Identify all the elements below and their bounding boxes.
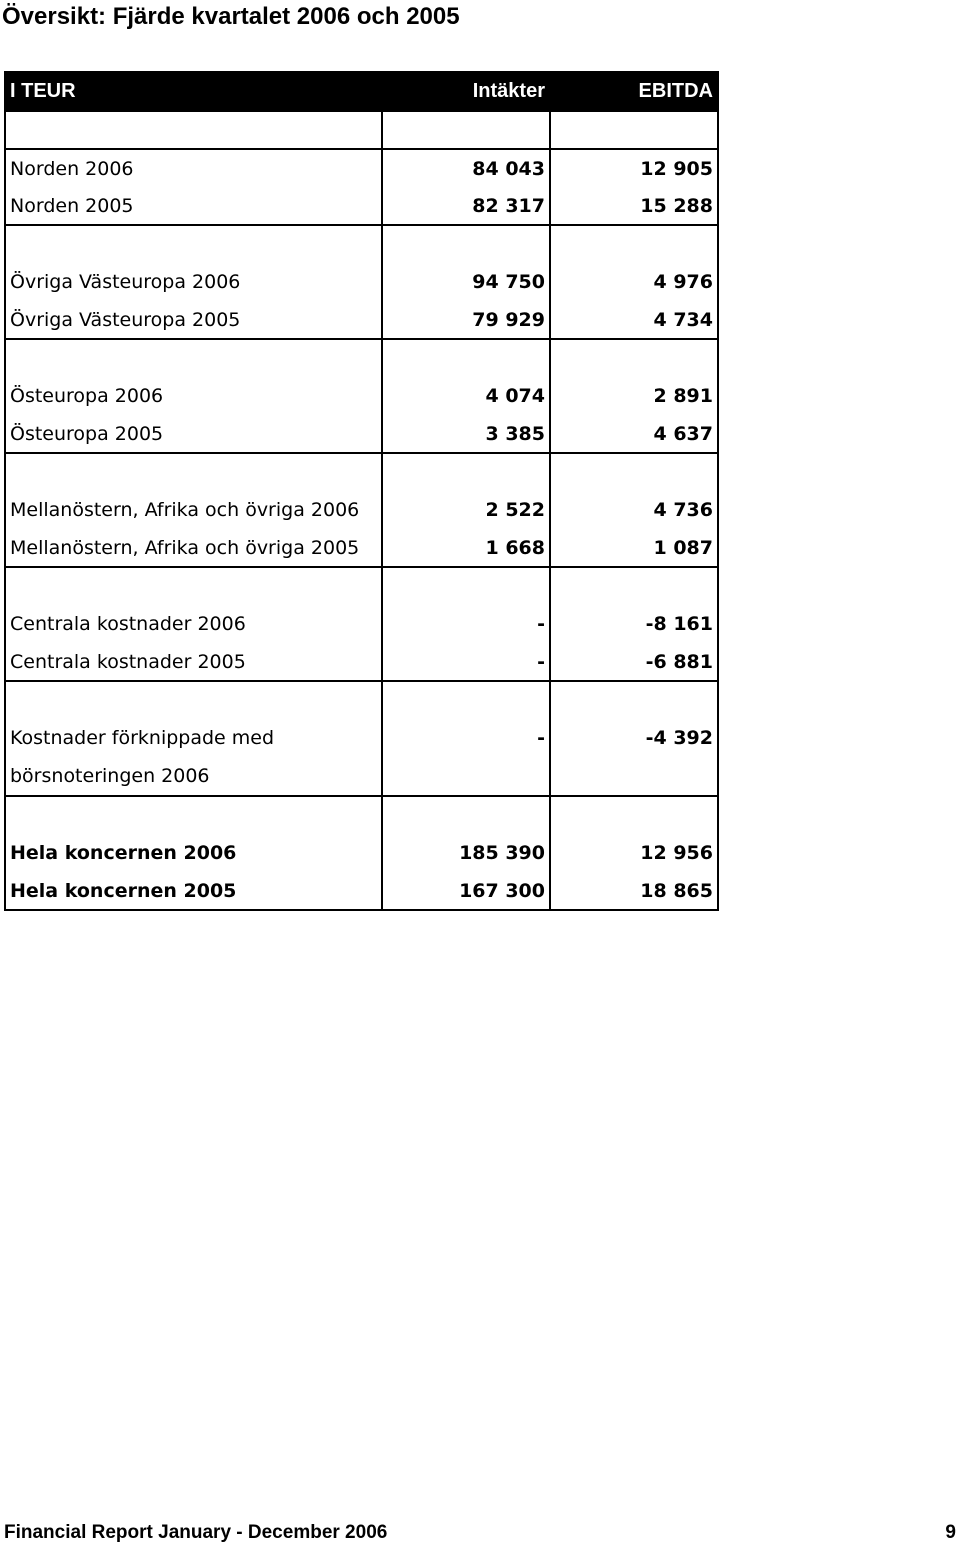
spacer-row (5, 681, 718, 719)
table-row (5, 643, 718, 681)
table-row-total (5, 834, 718, 872)
row-label: Centrala kostnader 2005 (5, 643, 382, 681)
footer-report-title: Financial Report January - December 2006 (4, 1522, 388, 1543)
row-ebitda: 18 865 (550, 872, 718, 910)
table-row (5, 415, 718, 453)
row-label: Centrala kostnader 2006 (5, 605, 382, 643)
table-row (5, 491, 718, 529)
row-ebitda: 1 087 (550, 529, 718, 567)
row-revenue: 2 522 (382, 491, 550, 529)
row-revenue: 79 929 (382, 301, 550, 339)
table-row (5, 187, 718, 225)
spacer-row (5, 567, 718, 605)
row-ebitda: 4 637 (550, 415, 718, 453)
row-revenue: 82 317 (382, 187, 550, 225)
row-revenue: 4 074 (382, 377, 550, 415)
row-label: Östeuropa 2006 (5, 377, 382, 415)
table-row (5, 377, 718, 415)
row-label: Mellanöstern, Afrika och övriga 2006 (5, 491, 382, 529)
header-ebitda: EBITDA (550, 72, 718, 111)
row-label: Östeuropa 2005 (5, 415, 382, 453)
table-row (5, 719, 718, 796)
table-row-total (5, 872, 718, 910)
row-ebitda: -8 161 (550, 605, 718, 643)
row-label: Mellanöstern, Afrika och övriga 2005 (5, 529, 382, 567)
row-revenue: 84 043 (382, 149, 550, 187)
row-label: Övriga Västeuropa 2006 (5, 263, 382, 301)
header-currency-unit: I TEUR (5, 72, 382, 111)
row-revenue: 94 750 (382, 263, 550, 301)
table-row (5, 529, 718, 567)
row-ebitda: -6 881 (550, 643, 718, 681)
row-label: Övriga Västeuropa 2005 (5, 301, 382, 339)
row-ebitda: -4 392 (550, 719, 718, 796)
page-footer (4, 1522, 956, 1544)
spacer-row (5, 453, 718, 491)
row-ebitda: 12 905 (550, 149, 718, 187)
spacer-row (5, 339, 718, 377)
row-label: Kostnader förknippade med börsnoteringen 2006 (5, 719, 382, 796)
row-label: Hela koncernen 2006 (5, 834, 382, 872)
spacer-row (5, 796, 718, 834)
row-ebitda: 2 891 (550, 377, 718, 415)
row-ebitda: 4 736 (550, 491, 718, 529)
row-label: Hela koncernen 2005 (5, 872, 382, 910)
row-revenue: 185 390 (382, 834, 550, 872)
page-title: Översikt: Fjärde kvartalet 2006 och 2005 (2, 3, 460, 30)
row-ebitda: 12 956 (550, 834, 718, 872)
row-revenue: 1 668 (382, 529, 550, 567)
spacer-row (5, 111, 718, 149)
row-revenue: 167 300 (382, 872, 550, 910)
row-revenue: - (382, 643, 550, 681)
table-row (5, 263, 718, 301)
row-ebitda: 4 734 (550, 301, 718, 339)
spacer-row (5, 225, 718, 263)
financial-overview-table (4, 71, 719, 911)
table-row (5, 301, 718, 339)
row-label: Norden 2006 (5, 149, 382, 187)
footer-page-number: 9 (945, 1522, 956, 1543)
header-revenue: Intäkter (382, 72, 550, 111)
row-revenue: 3 385 (382, 415, 550, 453)
row-revenue: - (382, 719, 550, 796)
table-row (5, 149, 718, 187)
row-label: Norden 2005 (5, 187, 382, 225)
row-revenue: - (382, 605, 550, 643)
table-row (5, 605, 718, 643)
table-header-row (5, 72, 718, 111)
row-ebitda: 4 976 (550, 263, 718, 301)
row-ebitda: 15 288 (550, 187, 718, 225)
